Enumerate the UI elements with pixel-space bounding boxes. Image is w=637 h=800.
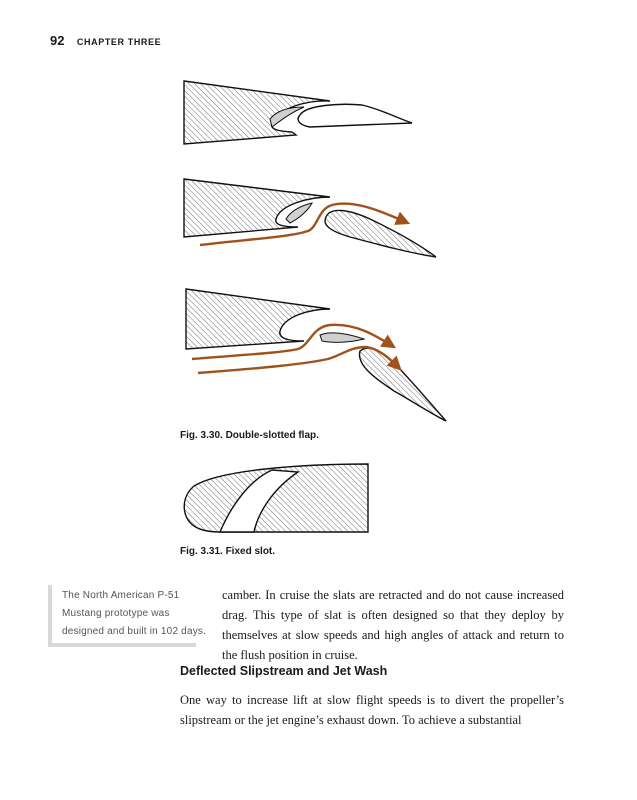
chapter-label: CHAPTER THREE xyxy=(76,37,162,47)
flap-diagram-extended xyxy=(180,285,450,425)
flap-element xyxy=(359,348,446,421)
page-number: 92 xyxy=(50,33,65,48)
caption-text: Fixed slot. xyxy=(225,546,276,557)
body-paragraph: camber. In cruise the slats are retracted and do not cause increased drag. This type of slat is often designed so that they deploy by themselves at slow speeds and high angles of attack and return to the flush position in cruise. xyxy=(222,588,564,662)
body-paragraph: One way to increase lift at slow flight speeds is to divert the propeller’s slipstream or the jet engine’s exhaust down. To achieve a substantial xyxy=(180,693,564,727)
section-heading: Deflected Slipstream and Jet Wash xyxy=(180,664,388,678)
figure-caption-330 xyxy=(180,430,319,441)
fixed-slot-diagram xyxy=(180,460,375,540)
flap-diagram-retracted xyxy=(180,75,420,150)
running-head xyxy=(50,32,161,50)
caption-label: Fig. 3.30. xyxy=(180,430,223,441)
caption-text: Double-slotted flap. xyxy=(225,430,319,441)
flap-diagram-partial xyxy=(180,175,440,260)
sidebar-note xyxy=(48,585,207,647)
sidebar-note-text: The North American P-51 Mustang prototype was designed and built in 102 days. xyxy=(62,590,207,637)
flap-element xyxy=(298,104,412,127)
vane xyxy=(320,333,364,342)
flap-element xyxy=(325,210,436,257)
figure-caption-331 xyxy=(180,546,275,557)
caption-label: Fig. 3.31. xyxy=(180,546,223,557)
